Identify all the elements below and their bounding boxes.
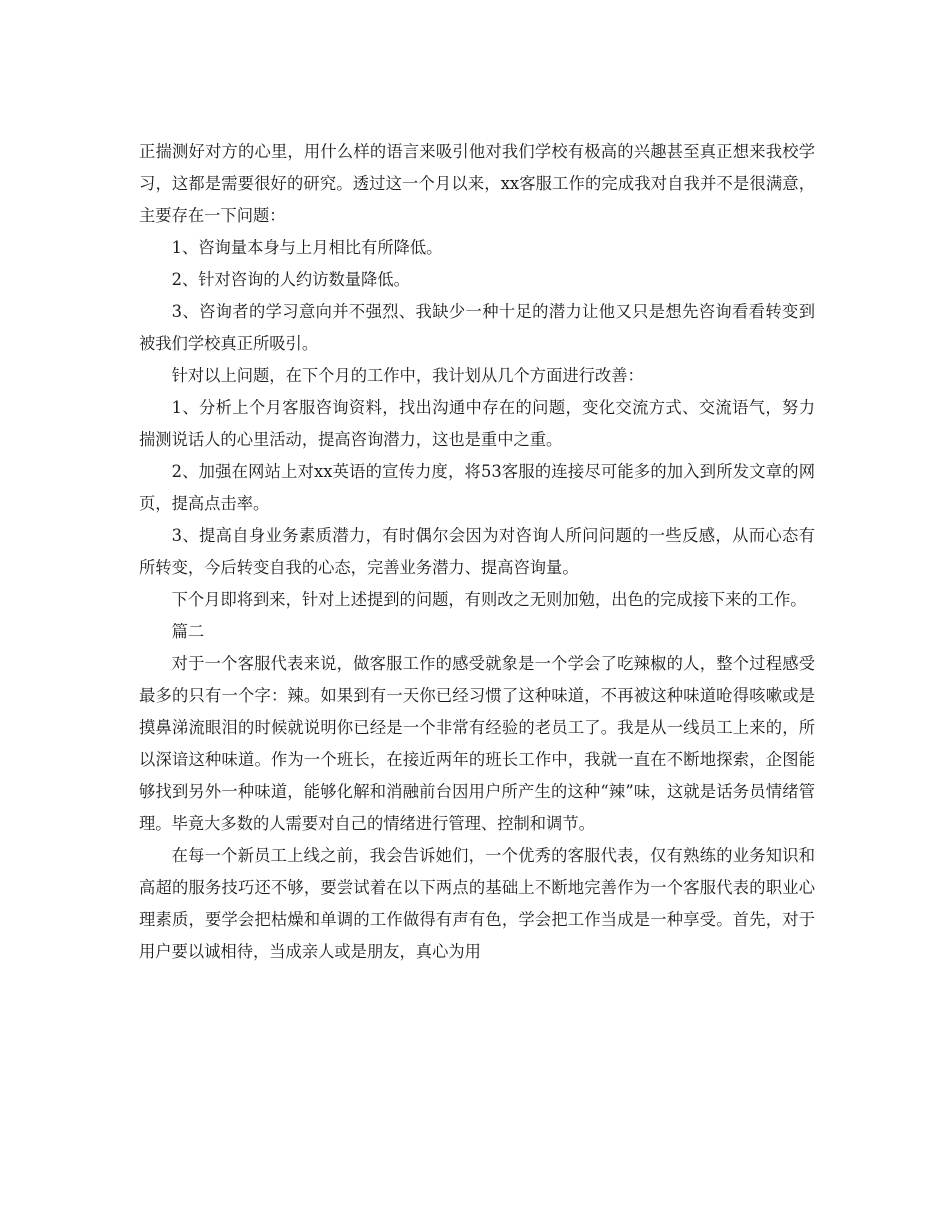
paragraph-5: 针对以上问题，在下个月的工作中，我计划从几个方面进行改善： bbox=[171, 366, 644, 385]
paragraph-11: 在每一个新员工上线之前，我会告诉她们，一个优秀的客服代表，仅有熟练的业务知识和高超的服务技巧还不够，要尝试着在以下两点的基础上不断地完善作为一个客服代表的职业心理素质，要学会把枯燥和单调的工作做得有声有色，学会把工作当成是一种享受。首先，对于用户要以诚相待，当成亲人或是朋友，真心为用 bbox=[139, 846, 815, 961]
paragraph-4: 3、咨询者的学习意向并不强烈、我缺少一种十足的潜力让他又只是想先咨询看看转变到被我们学校真正所吸引。 bbox=[139, 302, 815, 353]
paragraph-2: 1、咨询量本身与上月相比有所降低。 bbox=[171, 238, 443, 257]
document-body bbox=[139, 136, 815, 968]
paragraph-6: 1、分析上个月客服咨询资料，找出沟通中存在的问题，变化交流方式、交流语气，努力揣测说话人的心里活动，提高咨询潜力，这也是重中之重。 bbox=[139, 398, 815, 449]
paragraph-10: 对于一个客服代表来说，做客服工作的感受就象是一个学会了吃辣椒的人，整个过程感受最多的只有一个字：辣。如果到有一天你已经习惯了这种味道，不再被这种味道呛得咳嗽或是摸鼻涕流眼泪的时候就说明你已经是一个非常有经验的老员工了。我是从一线员工上来的，所以深谙这种味道。作为一个班长，在接近两年的班长工作中，我就一直在不断地探索，企图能够找到另外一种味道，能够化解和消融前台因用户所产生的这种“辣”味，这就是话务员情绪管理。毕竟大多数的人需要对自己的情绪进行管理、控制和调节。 bbox=[139, 654, 815, 833]
paragraph-7: 2、加强在网站上对xx英语的宣传力度，将53客服的连接尽可能多的加入到所发文章的网页，提高点击率。 bbox=[139, 462, 815, 513]
paragraph-1: 正揣测好对方的心里，用什么样的语言来吸引他对我们学校有极高的兴趣甚至真正想来我校学习，这都是需要很好的研究。透过这一个月以来，xx客服工作的完成我对自我并不是很满意，主要存在一下问题： bbox=[139, 142, 815, 225]
paragraph-3: 2、针对咨询的人约访数量降低。 bbox=[171, 270, 410, 289]
paragraph-9: 下个月即将到来，针对上述提到的问题，有则改之无则加勉，出色的完成接下来的工作。 bbox=[171, 590, 807, 609]
section-heading: 篇二 bbox=[171, 622, 205, 641]
paragraph-8: 3、提高自身业务素质潜力，有时偶尔会因为对咨询人所问问题的一些反感，从而心态有所转变，今后转变自我的心态，完善业务潜力、提高咨询量。 bbox=[139, 526, 815, 577]
